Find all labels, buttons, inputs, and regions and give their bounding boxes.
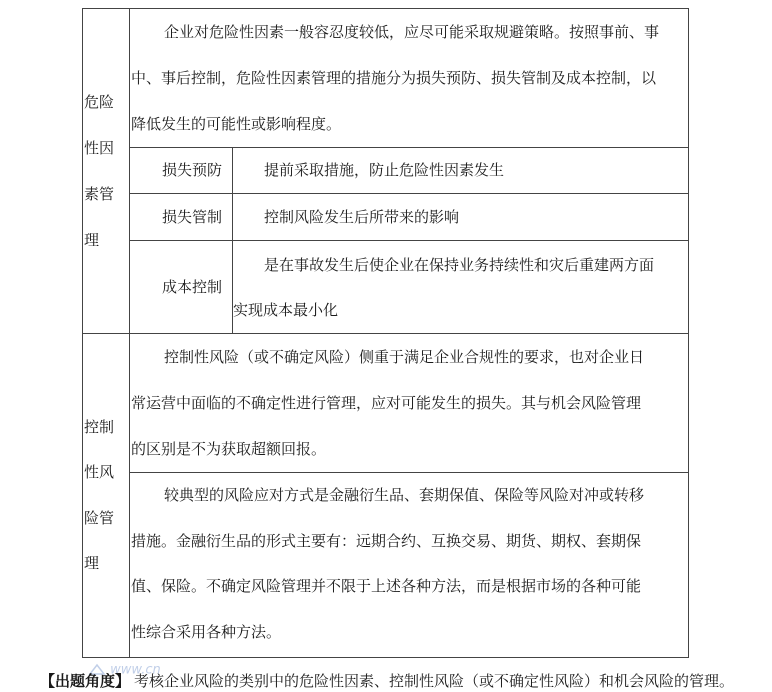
row-divider xyxy=(129,240,689,241)
table-border-bottom xyxy=(82,657,689,658)
category-line: 险管 xyxy=(84,509,115,527)
para-line: 控制性风险（或不确定风险）侧重于满足企业合规性的要求，也对企业日 xyxy=(164,348,645,366)
para-line: 的区别是不为获取超额回报。 xyxy=(131,440,327,458)
row-desc: 控制风险发生后所带来的影响 xyxy=(264,208,460,226)
intro-line: 降低发生的可能性或影响程度。 xyxy=(131,115,342,133)
category-line: 理 xyxy=(84,231,100,249)
row-name: 损失管制 xyxy=(162,208,223,226)
row-desc: 是在事故发生后使企业在保持业务持续性和灾后重建两方面 xyxy=(264,256,655,274)
row-divider xyxy=(129,472,689,473)
category-line: 控制 xyxy=(84,418,115,436)
row-desc: 实现成本最小化 xyxy=(233,301,339,319)
category-line: 性风 xyxy=(84,463,115,481)
row-name: 成本控制 xyxy=(162,278,223,296)
row-divider xyxy=(129,147,689,148)
footer-tag: 【出题角度】 xyxy=(40,672,131,690)
para-line: 性综合采用各种方法。 xyxy=(131,623,282,641)
category-line: 素管 xyxy=(84,185,115,203)
para-line: 常运营中面临的不确定性进行管理，应对可能发生的损失。其与机会风险管理 xyxy=(131,394,642,412)
intro-line: 中、事后控制，危险性因素管理的措施分为损失预防、损失管制及成本控制，以 xyxy=(131,69,657,87)
category-line: 性因 xyxy=(84,139,115,157)
para-line: 较典型的风险应对方式是金融衍生品、套期保值、保险等风险对冲或转移 xyxy=(164,486,645,504)
section-divider xyxy=(82,333,689,334)
para-line: 值、保险。不确定风险管理并不限于上述各种方法，而是根据市场的各种可能 xyxy=(131,577,642,595)
row-divider xyxy=(129,193,689,194)
category-line: 危险 xyxy=(84,93,115,111)
para-line: 措施。金融衍生品的形式主要有：远期合约、互换交易、期货、期权、套期保 xyxy=(131,532,642,550)
watermark-text: www.cn xyxy=(110,662,161,678)
table-border-top xyxy=(82,8,689,9)
footer-text: 考核企业风险的类别中的危险性因素、控制性风险（或不确定性风险）和机会风险的管理。 xyxy=(134,672,735,690)
row-desc: 提前采取措施，防止危险性因素发生 xyxy=(264,161,505,179)
intro-line: 企业对危险性因素一般容忍度较低，应尽可能采取规避策略。按照事前、事 xyxy=(164,23,660,41)
row-name: 损失预防 xyxy=(162,161,223,179)
category-line: 理 xyxy=(84,554,100,572)
